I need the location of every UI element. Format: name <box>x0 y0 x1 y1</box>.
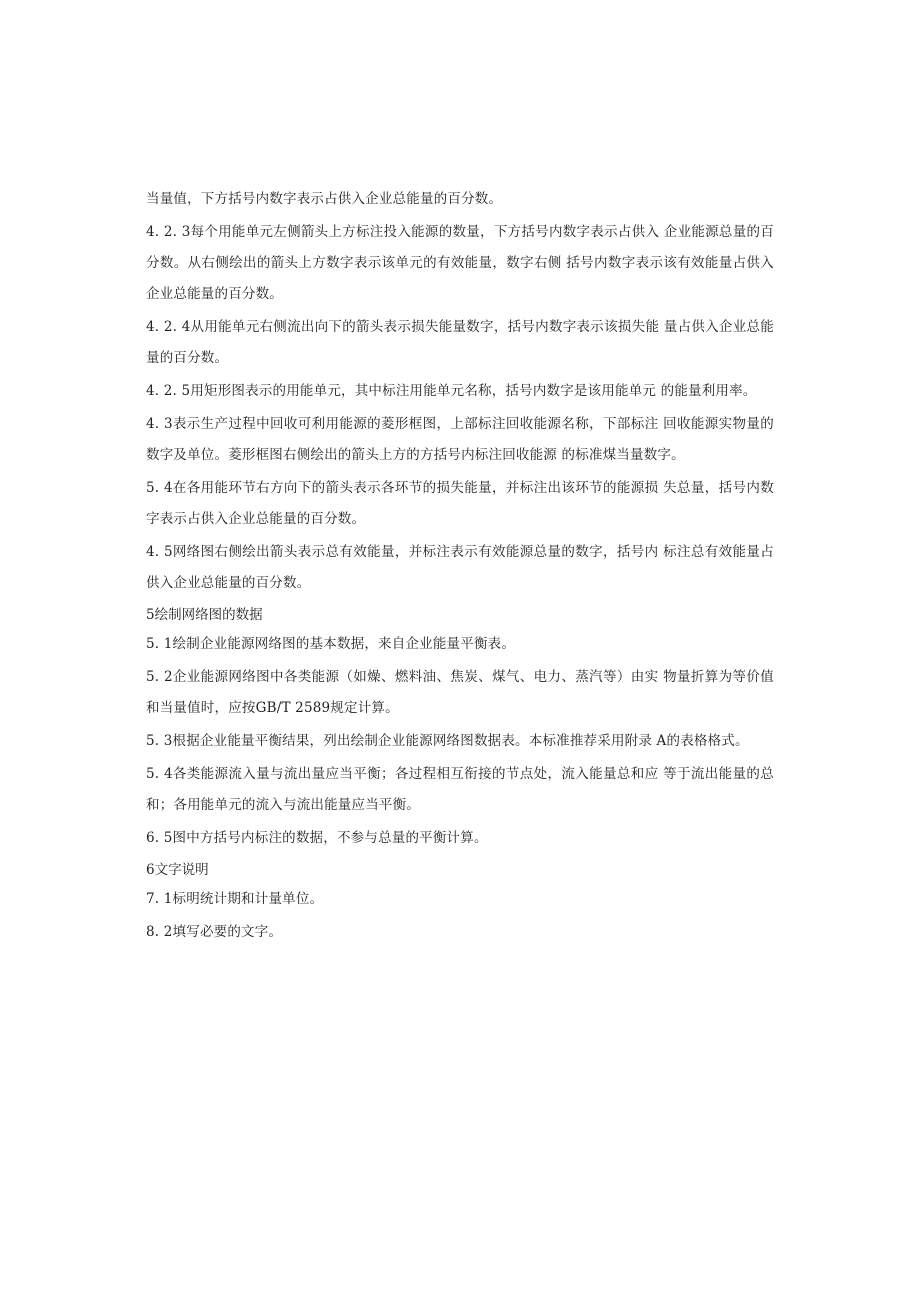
paragraph-5-4: 5. 4各类能源流入量与流出量应当平衡；各过程相互衔接的节点处，流入能量总和应 等于流出能量的总和；各用能单元的流入与流出能量应当平衡。 <box>146 766 774 813</box>
paragraph-4-2-5: 4. 2. 5用矩形图表示的用能单元，其中标注用能单元名称，括号内数字是该用能单元 的能量利用率。 <box>146 383 757 399</box>
paragraph-4-3: 4. 3表示生产过程中回收可利用能源的菱形框图，上部标注回收能源名称，下部标注 回收能源实物量的数字及单位。菱形框图右侧绘出的箭头上方的方括号内标注回收能源 的标准煤当量数字。 <box>146 416 774 463</box>
paragraph-6-5: 6. 5图中方括号内标注的数据，不参与总量的平衡计算。 <box>146 830 488 846</box>
section-heading-5: 5绘制网络图的数据 <box>146 607 263 623</box>
paragraph-5-3: 5. 3根据企业能量平衡结果，列出绘制企业能源网络图数据表。本标准推荐采用附录 A的表格格式。 <box>146 733 749 749</box>
paragraph-4-2-3: 4. 2. 3每个用能单元左侧箭头上方标注投入能源的数量，下方括号内数字表示占供入 企业能源总量的百分数。从右侧绘出的箭头上方数字表示该单元的有效能量，数字右侧 括号内数字表示该有效能量占供入企业总能量的百分数。 <box>146 224 774 302</box>
paragraph-4-2-4: 4. 2. 4从用能单元右侧流出向下的箭头表示损失能量数字，括号内数字表示该损失能 量占供入企业总能量的百分数。 <box>146 319 774 366</box>
paragraph-5-2: 5. 2企业能源网络图中各类能源（如燥、燃料油、焦炭、煤气、电力、蒸汽等）由实 物量折算为等价值和当量值时，应按GB/T 2589规定计算。 <box>146 669 774 716</box>
document-page <box>146 184 774 950</box>
paragraph-4-5: 4. 5网络图右侧绘出箭头表示总有效能量，并标注表示有效能源总量的数字，括号内 标注总有效能量占供入企业总能量的百分数。 <box>146 544 774 591</box>
paragraph-continuation: 当量值，下方括号内数字表示占供入企业总能量的百分数。 <box>146 191 503 207</box>
paragraph-8-2: 8. 2填写必要的文字。 <box>146 924 283 940</box>
section-heading-6: 6文字说明 <box>146 862 209 878</box>
paragraph-7-1: 7. 1标明统计期和计量单位。 <box>146 891 324 907</box>
paragraph-5-1: 5. 1绘制企业能源网络图的基本数据，来自企业能量平衡表。 <box>146 636 516 652</box>
paragraph-5-4-loss: 5. 4在各用能环节右方向下的箭头表示各环节的损失能量，并标注出该环节的能源损 失总量，括号内数字表示占供入企业总能量的百分数。 <box>146 480 774 527</box>
